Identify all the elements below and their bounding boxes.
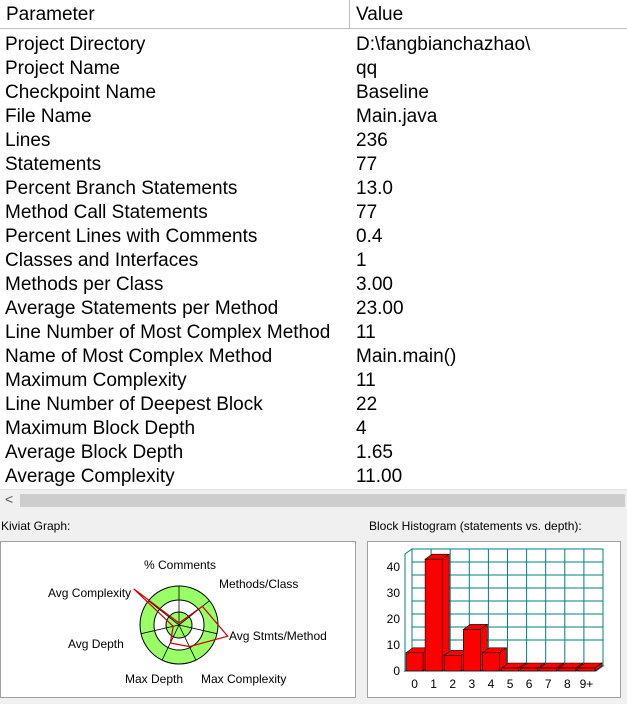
value-cell: Main.java xyxy=(356,106,438,127)
histogram-y-tick: 30 xyxy=(386,586,400,600)
kiviat-axis-label-avg-depth: Avg Depth xyxy=(68,637,124,651)
parameter-cell: Average Block Depth xyxy=(5,442,184,463)
parameter-cell: Method Call Statements xyxy=(5,202,208,223)
table-row[interactable] xyxy=(0,321,627,345)
value-cell: 1.65 xyxy=(356,442,393,463)
histogram-bar xyxy=(425,559,442,671)
histogram-x-tick: 3 xyxy=(468,677,476,691)
histogram-bar xyxy=(406,653,423,671)
kiviat-axis-label-avg-complexity: Avg Complexity xyxy=(48,586,132,600)
parameter-cell: Maximum Complexity xyxy=(5,370,187,391)
table-row[interactable] xyxy=(0,105,627,129)
parameter-cell: Percent Branch Statements xyxy=(5,178,238,199)
table-row[interactable] xyxy=(0,369,627,393)
parameter-cell: Checkpoint Name xyxy=(5,82,157,103)
kiviat-axis-label-max-depth: Max Depth xyxy=(125,672,184,686)
histogram-panel xyxy=(367,541,621,698)
table-row[interactable] xyxy=(0,345,627,369)
parameter-cell: Methods per Class xyxy=(5,274,164,295)
value-cell: 11.00 xyxy=(356,466,403,487)
value-cell: D:\fangbianchazhao\ xyxy=(356,34,531,55)
histogram-x-tick: 8 xyxy=(564,677,571,691)
value-cell: 1 xyxy=(356,250,367,271)
kiviat-axis-label-methods-class: Methods/Class xyxy=(219,577,299,591)
parameter-cell: File Name xyxy=(5,106,92,127)
parameter-cell: Average Complexity xyxy=(5,466,175,487)
value-cell: 11 xyxy=(356,322,376,343)
histogram-bar xyxy=(578,668,595,671)
value-cell: Main.main() xyxy=(356,346,457,367)
histogram-caption: Block Histogram (statements vs. depth): xyxy=(369,519,582,533)
table-row[interactable] xyxy=(0,273,627,297)
histogram-y-tick: 0 xyxy=(393,664,400,678)
histogram-x-tick: 2 xyxy=(449,677,457,691)
parameter-cell: Percent Lines with Comments xyxy=(5,226,258,247)
table-row[interactable] xyxy=(0,33,627,57)
parameter-cell: Project Name xyxy=(5,58,121,79)
table-row[interactable] xyxy=(0,297,627,321)
kiviat-graph xyxy=(1,542,355,697)
histogram-bar xyxy=(521,668,538,671)
table-row[interactable] xyxy=(0,417,627,441)
parameter-cell: Statements xyxy=(5,154,102,175)
value-cell: qq xyxy=(356,58,378,79)
table-row[interactable] xyxy=(0,393,627,417)
histogram-bar xyxy=(502,668,519,671)
parameter-cell: Lines xyxy=(5,130,51,151)
histogram-x-tick: 5 xyxy=(506,677,514,691)
kiviat-caption: Kiviat Graph: xyxy=(1,519,71,533)
table-row[interactable] xyxy=(0,465,627,489)
value-cell: 22 xyxy=(356,394,378,415)
histogram-x-tick: 9+ xyxy=(579,677,594,691)
value-cell: 236 xyxy=(356,130,388,151)
histogram-y-tick: 10 xyxy=(386,638,400,652)
histogram-y-tick: 20 xyxy=(386,612,400,626)
scrollbar-thumb[interactable] xyxy=(20,494,625,507)
histogram-x-tick: 4 xyxy=(487,677,495,691)
histogram-x-tick: 6 xyxy=(525,677,533,691)
histogram-x-tick: 7 xyxy=(544,677,552,691)
value-cell: 23.00 xyxy=(356,298,404,319)
kiviat-axis-label-avg-stmts: Avg Stmts/Method xyxy=(229,629,327,643)
value-cell: 13.0 xyxy=(356,178,393,199)
table-row[interactable] xyxy=(0,201,627,225)
kiviat-axis-label-max-complexity: Max Complexity xyxy=(201,672,287,686)
parameter-cell: Average Statements per Method xyxy=(5,298,279,319)
value-cell: 4 xyxy=(356,418,367,439)
block-histogram xyxy=(368,542,620,697)
table-row[interactable] xyxy=(0,225,627,249)
value-cell: 77 xyxy=(356,154,378,175)
parameter-cell: Name of Most Complex Method xyxy=(5,346,273,367)
histogram-bar xyxy=(482,653,499,671)
parameter-cell: Maximum Block Depth xyxy=(5,418,196,439)
parameter-cell: Line Number of Most Complex Method xyxy=(5,322,331,343)
column-header-value[interactable]: Value xyxy=(350,0,627,29)
histogram-y-tick: 40 xyxy=(386,560,400,574)
column-header-parameter[interactable]: Parameter xyxy=(0,0,350,29)
table-row[interactable] xyxy=(0,81,627,105)
value-cell: 77 xyxy=(356,202,378,223)
table-row[interactable] xyxy=(0,129,627,153)
kiviat-graph-panel xyxy=(0,541,356,698)
value-cell: 11 xyxy=(356,370,376,391)
table-row[interactable] xyxy=(0,57,627,81)
table-row[interactable] xyxy=(0,249,627,273)
value-cell: 0.4 xyxy=(356,226,383,247)
histogram-x-tick: 1 xyxy=(430,677,437,691)
histogram-bar xyxy=(444,655,461,671)
kiviat-axis-label-comments: % Comments xyxy=(143,558,217,572)
value-cell: Baseline xyxy=(356,82,429,103)
histogram-bar xyxy=(463,629,480,671)
histogram-bar xyxy=(559,668,576,671)
value-cell: 3.00 xyxy=(356,274,393,295)
histogram-x-tick: 0 xyxy=(411,677,418,691)
parameter-cell: Project Directory xyxy=(5,34,146,55)
horizontal-scrollbar[interactable] xyxy=(0,489,627,511)
scroll-left-arrow-icon[interactable]: < xyxy=(5,491,14,507)
histogram-bar xyxy=(540,668,557,671)
table-row[interactable] xyxy=(0,441,627,465)
table-row[interactable] xyxy=(0,177,627,201)
parameter-cell: Line Number of Deepest Block xyxy=(5,394,263,415)
table-row[interactable] xyxy=(0,153,627,177)
parameter-cell: Classes and Interfaces xyxy=(5,250,199,271)
